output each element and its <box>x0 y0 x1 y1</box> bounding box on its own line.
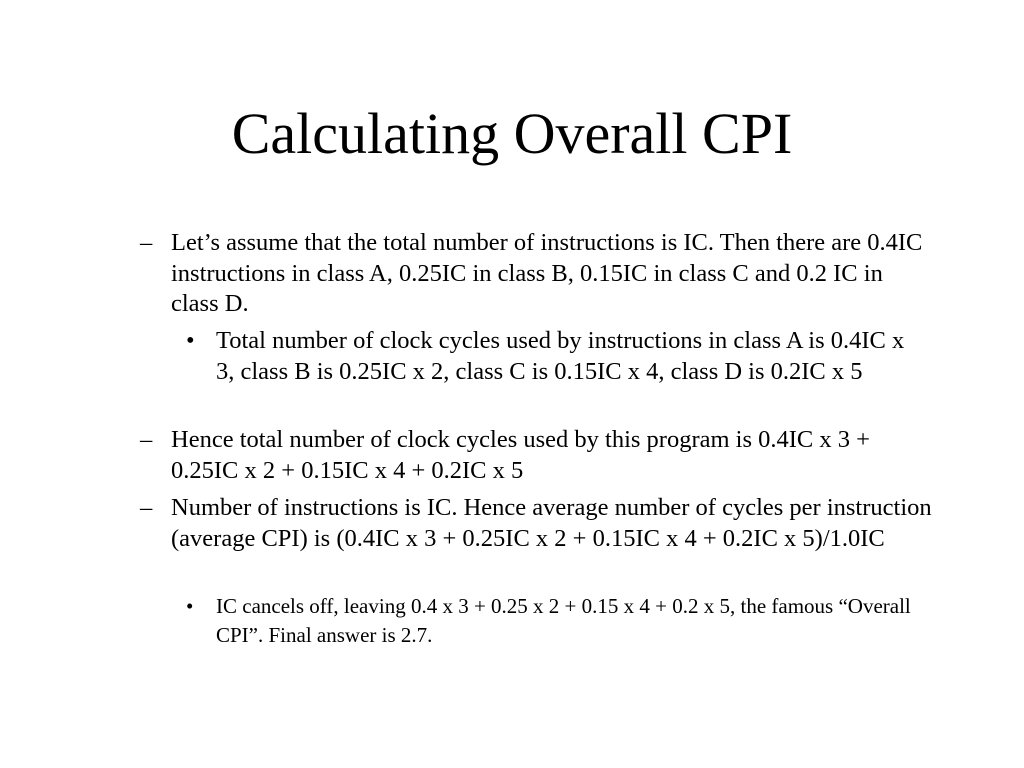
slide-title: Calculating Overall CPI <box>231 101 793 166</box>
list-item-text: Let’s assume that the total number of instructions is IC. Then there are 0.4IC instructions in class A, 0.25IC in class B, 0.15IC in class C and 0.2 IC in class D. <box>171 229 923 317</box>
dash-marker: – <box>140 426 153 453</box>
bullet-marker: • <box>186 594 194 618</box>
list-item-text: Total number of clock cycles used by instructions in class A is 0.4IC x 3, class B is 0.25IC x 2, class C is 0.15IC x 4, class D is 0.2IC x 5 <box>216 327 905 385</box>
list-item-text: Hence total number of clock cycles used by this program is 0.4IC x 3 + 0.25IC x 2 + 0.15IC x 4 + 0.2IC x 5 <box>171 426 870 484</box>
bullet-marker: • <box>186 327 195 354</box>
dash-marker: – <box>140 494 153 521</box>
dash-marker: – <box>140 229 153 256</box>
list-item-text: IC cancels off, leaving 0.4 x 3 + 0.25 x 2 + 0.15 x 4 + 0.2 x 5, the famous “Overall CPI”. Final answer is 2.7. <box>216 594 911 647</box>
list-item-text: Number of instructions is IC. Hence average number of cycles per instruction (average CPI) is (0.4IC x 3 + 0.25IC x 2 + 0.15IC x 4 + 0.2IC x 5)/1.0IC <box>171 494 932 552</box>
